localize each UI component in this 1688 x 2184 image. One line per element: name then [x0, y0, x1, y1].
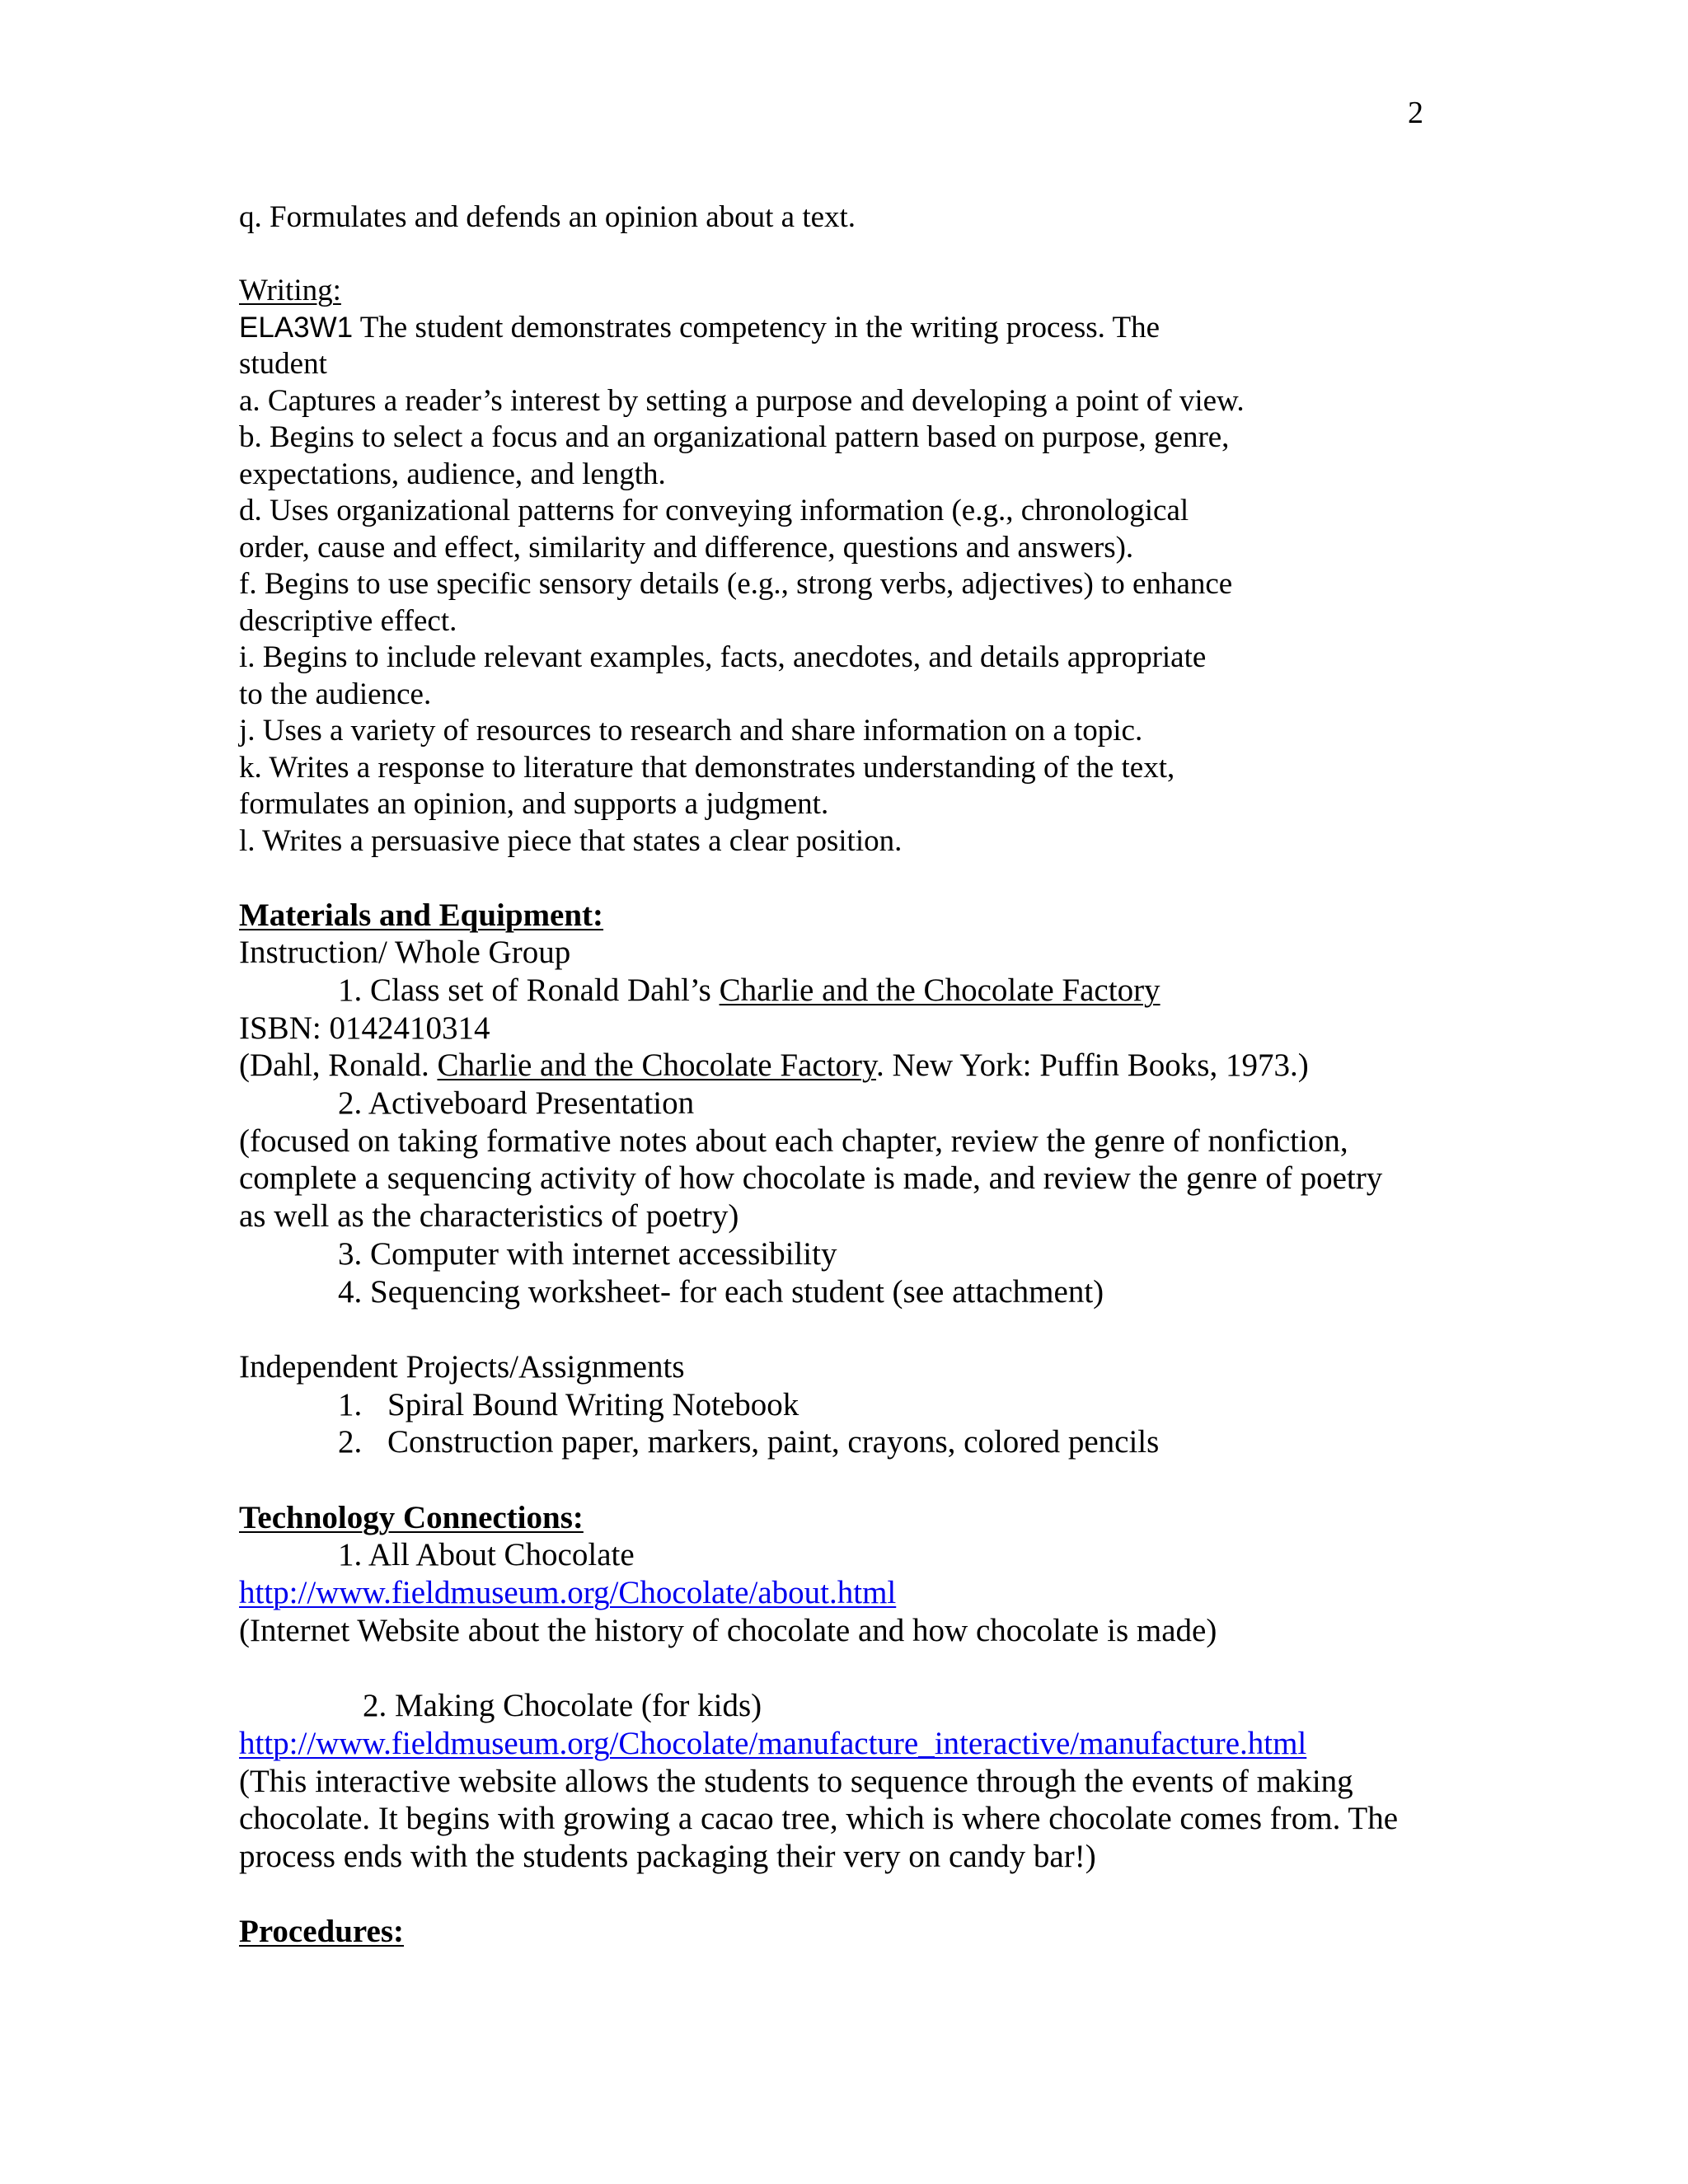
- technology-item-1-desc: (Internet Website about the history of chocolate and how chocolate is made): [239, 1612, 1217, 1648]
- technology-heading: Technology Connections:: [239, 1499, 584, 1535]
- independent-heading: Independent Projects/Assignments: [239, 1348, 685, 1385]
- writing-line: k. Writes a response to literature that demonstrates understanding of the text,: [239, 750, 1175, 785]
- group-heading: Instruction/ Whole Group: [239, 935, 571, 971]
- about-chocolate-link[interactable]: http://www.fieldmuseum.org/Chocolate/about.html: [239, 1575, 897, 1611]
- materials-item-1: 1. Class set of Ronald Dahl’s Charlie and the Chocolate Factory: [338, 972, 1160, 1008]
- writing-line: order, cause and effect, similarity and difference, questions and answers).: [239, 530, 1134, 565]
- materials-heading: Materials and Equipment:: [239, 897, 604, 933]
- writing-line: descriptive effect.: [239, 603, 457, 638]
- materials-item-3: 3. Computer with internet accessibility: [338, 1235, 837, 1272]
- materials-item-2-desc: (focused on taking formative notes about each chapter, review the genre of nonfiction,: [239, 1122, 1348, 1159]
- writing-line: i. Begins to include relevant examples, facts, anecdotes, and details appropriate: [239, 640, 1207, 674]
- technology-item-2-desc: process ends with the students packaging their very on candy bar!): [239, 1839, 1096, 1875]
- technology-item-2-title: 2. Making Chocolate (for kids): [363, 1688, 762, 1724]
- writing-standard: [239, 310, 1451, 347]
- writing-line: to the audience.: [239, 677, 432, 711]
- page-number: 2: [1408, 96, 1423, 130]
- writing-line: f. Begins to use specific sensory details (e.g., strong verbs, adjectives) to enhance: [239, 567, 1233, 601]
- independent-item: 1. Spiral Bound Writing Notebook: [338, 1386, 799, 1422]
- materials-item-2-desc: as well as the characteristics of poetry): [239, 1198, 739, 1235]
- technology-item-2-desc: chocolate. It begins with growing a cacao tree, which is where chocolate comes from. The: [239, 1801, 1398, 1837]
- materials-item-2: 2. Activeboard Presentation: [338, 1085, 695, 1122]
- independent-item: 2. Construction paper, markers, paint, crayons, colored pencils: [338, 1424, 1160, 1460]
- writing-line: expectations, audience, and length.: [239, 457, 666, 491]
- writing-line: j. Uses a variety of resources to research and share information on a topic.: [239, 714, 1143, 748]
- writing-heading: Writing:: [239, 274, 341, 307]
- technology-item-2-desc: (This interactive website allows the students to sequence through the events of making: [239, 1763, 1353, 1799]
- citation-title: Charlie and the Chocolate Factory: [437, 1047, 876, 1084]
- materials-item-2-desc: complete a sequencing activity of how chocolate is made, and review the genre of poetry: [239, 1160, 1383, 1197]
- isbn: ISBN: 0142410314: [239, 1010, 490, 1046]
- document-body: [239, 199, 1451, 1951]
- standard-code: ELA3W1: [239, 311, 354, 344]
- standard-text: The student demonstrates competency in the writing process. The: [353, 310, 1160, 344]
- writing-line: formulates an opinion, and supports a judgment.: [239, 787, 829, 821]
- writing-line: a. Captures a reader’s interest by setting a purpose and developing a point of view.: [239, 383, 1245, 418]
- reading-item-q: q. Formulates and defends an opinion about a text.: [239, 200, 856, 234]
- making-chocolate-link[interactable]: http://www.fieldmuseum.org/Chocolate/manufacture_interactive/manufacture.html: [239, 1725, 1307, 1761]
- citation: (Dahl, Ronald. Charlie and the Chocolate Factory. New York: Puffin Books, 1973.): [239, 1047, 1309, 1084]
- writing-line: l. Writes a persuasive piece that states a clear position.: [239, 823, 903, 858]
- writing-line: d. Uses organizational patterns for conveying information (e.g., chronological: [239, 494, 1189, 527]
- book-title: Charlie and the Chocolate Factory: [719, 972, 1160, 1008]
- procedures-heading: Procedures:: [239, 1914, 405, 1950]
- materials-item-4: 4. Sequencing worksheet- for each student (see attachment): [338, 1273, 1104, 1310]
- writing-line: b. Begins to select a focus and an organizational pattern based on purpose, genre,: [239, 420, 1230, 454]
- standard-text-cont: student: [239, 347, 327, 381]
- technology-item-1-title: 1. All About Chocolate: [338, 1537, 635, 1573]
